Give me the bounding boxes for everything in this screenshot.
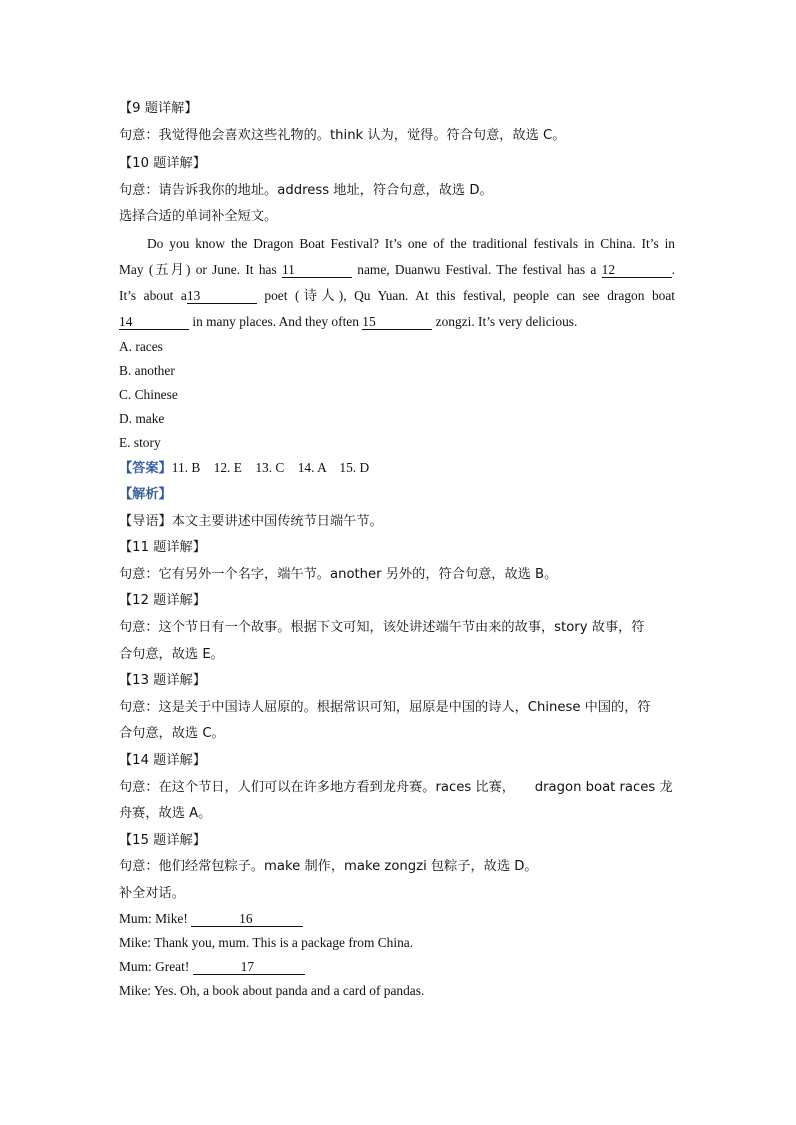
q14-explanation-1: 句意：在这个节日，人们可以在许多地方看到龙舟赛。races 比赛， dragon boat races 龙 — [119, 779, 673, 795]
instruction-cloze: 选择合适的单词补全短文。 — [119, 209, 278, 225]
option-e: E. story — [119, 434, 161, 450]
dialogue-line-4: Mike: Yes. Oh, a book about panda and a card of pandas. — [119, 983, 425, 999]
passage-text: May (五月) or June. It has — [119, 261, 282, 277]
q10-heading: 【10 题详解】 — [119, 156, 206, 172]
option-list — [119, 335, 675, 455]
dialogue — [119, 907, 675, 1003]
passage-line-1: Do you know the Dragon Boat Festival? It’s one of the traditional festivals in China. It’s in — [147, 235, 675, 251]
q13-heading: 【13 题详解】 — [119, 673, 206, 689]
cloze-passage — [119, 231, 675, 335]
dialogue-text: Mum: Great! — [119, 959, 193, 975]
dialogue-line-2: Mike: Thank you, mum. This is a package from China. — [119, 935, 414, 951]
q13-explanation-1: 句意：这是关于中国诗人屈原的。根据常识可知，屈原是中国的诗人，Chinese 中国的，符 — [119, 699, 651, 715]
q13-explanation-2: 合句意，故选 C。 — [119, 726, 225, 742]
blank-number: 12 — [601, 261, 616, 277]
blank-number: 17 — [240, 959, 255, 975]
q9-heading: 【9 题详解】 — [119, 101, 198, 116]
blank-17[interactable] — [193, 960, 305, 975]
passage-line-4 — [119, 309, 675, 335]
dialogue-line-3 — [119, 955, 675, 979]
passage-text: It’s about a — [119, 287, 187, 303]
answer-label: 【答案】 — [119, 460, 172, 476]
option-d: D. make — [119, 410, 165, 426]
instruction-dialogue: 补全对话。 — [119, 885, 185, 901]
blank-16[interactable] — [191, 912, 303, 927]
blank-number: 16 — [239, 911, 253, 927]
document-page — [119, 96, 675, 1003]
option-b: B. another — [119, 362, 175, 378]
blank-15[interactable] — [362, 315, 432, 330]
option-a: A. races — [119, 338, 163, 354]
q12-heading: 【12 题详解】 — [119, 593, 206, 609]
q14-explanation-2: 舟赛，故选 A。 — [119, 806, 212, 822]
dialogue-text: Mum: Mike! — [119, 911, 192, 927]
blank-number: 13 — [186, 287, 201, 303]
q15-explanation: 句意：他们经常包粽子。make 制作，make zongzi 包粽子，故选 D。 — [119, 859, 538, 875]
blank-number: 11 — [281, 261, 295, 277]
answer-key: 11. B 12. E 13. C 14. A 15. D — [171, 459, 370, 475]
q15-heading: 【15 题详解】 — [119, 832, 206, 848]
passage-text: . — [671, 261, 675, 277]
answer-line — [119, 455, 675, 482]
dialogue-line-1 — [119, 907, 675, 931]
passage-text: zongzi. It’s very delicious. — [432, 313, 578, 329]
q12-explanation-1: 句意：这个节日有一个故事。根据下文可知，该处讲述端午节由来的故事，story 故事，符 — [119, 619, 645, 635]
q11-heading: 【11 题详解】 — [119, 540, 206, 556]
blank-12[interactable] — [602, 263, 672, 278]
passage-line-3 — [119, 283, 675, 309]
q9-explanation: 句意：我觉得他会喜欢这些礼物的。think 认为，觉得。符合句意，故选 C。 — [119, 127, 566, 143]
analysis-label: 【解析】 — [119, 486, 172, 502]
q11-explanation: 句意：它有另外一个名字，端午节。another 另外的，符合句意，故选 B。 — [119, 566, 558, 582]
q14-heading: 【14 题详解】 — [119, 752, 206, 768]
passage-text: name, Duanwu Festival. The festival has a — [351, 261, 602, 277]
blank-number: 15 — [362, 313, 376, 329]
passage-text: in many places. And they often — [189, 313, 363, 329]
option-c: C. Chinese — [119, 386, 178, 402]
q10-explanation: 句意：请告诉我你的地址。address 地址，符合句意，故选 D。 — [119, 182, 493, 198]
blank-13[interactable] — [187, 289, 257, 304]
blank-number: 14 — [119, 313, 133, 329]
blank-11[interactable] — [282, 263, 352, 278]
blank-14[interactable] — [119, 315, 189, 330]
passage-text: poet (诗人), Qu Yuan. At this festival, people can see dragon boat — [256, 287, 675, 303]
passage-line-2 — [119, 257, 675, 283]
guide-text: 【导语】本文主要讲述中国传统节日端午节。 — [119, 513, 383, 529]
q12-explanation-2: 合句意，故选 E。 — [119, 646, 224, 662]
